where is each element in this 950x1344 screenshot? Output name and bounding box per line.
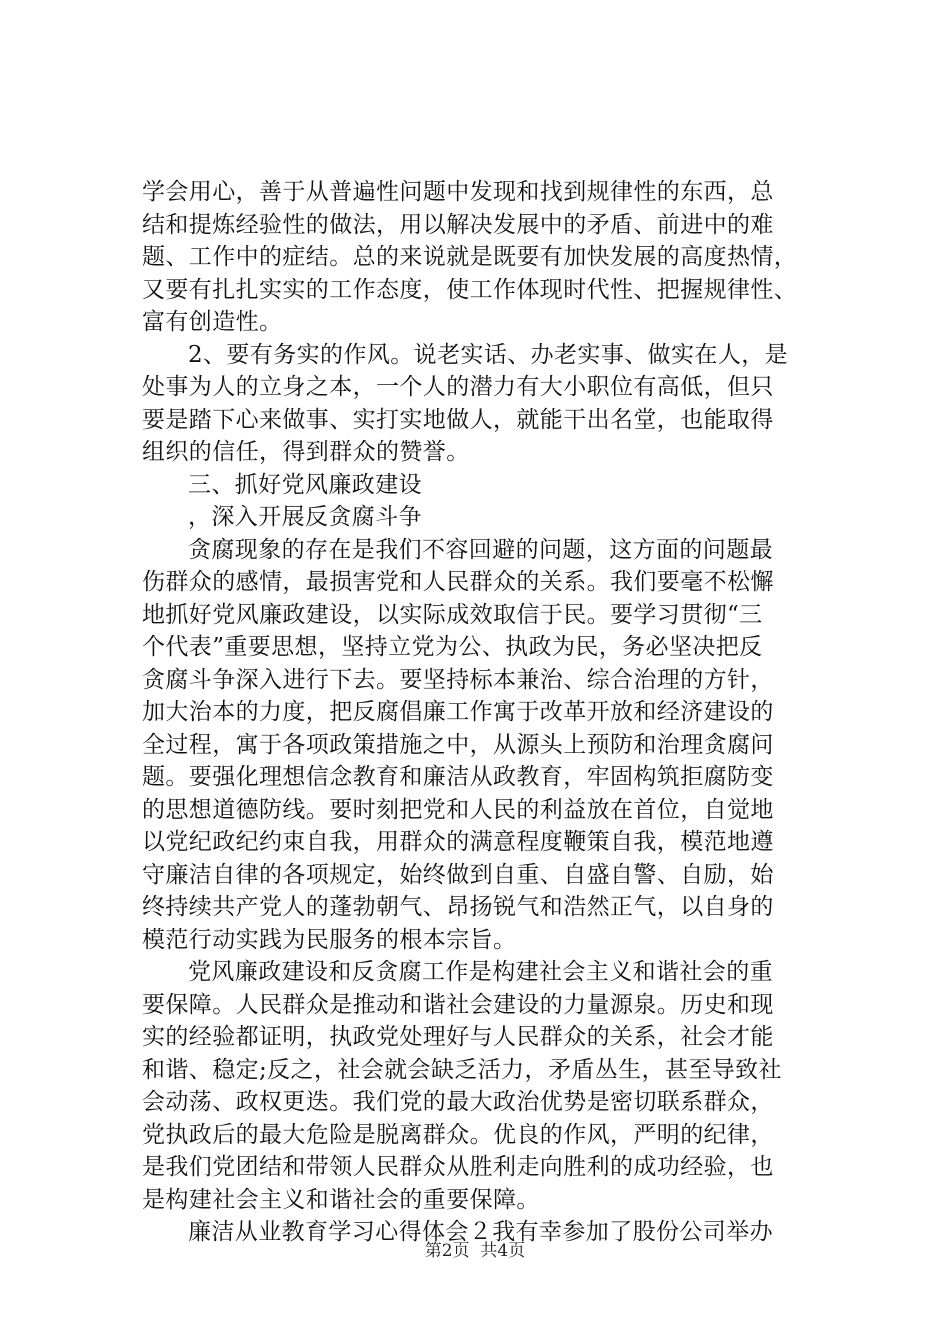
text-line: 是我们党团结和带领人民群众从胜利走向胜利的成功经验，也	[142, 1154, 774, 1180]
text-line: 题。要强化理想信念教育和廉洁从政教育，牢固构筑拒腐防变	[142, 764, 774, 790]
text-line: 贪腐斗争深入进行下去。要坚持标本兼治、综合治理的方针，	[142, 666, 774, 693]
page-footer: 第2页 共4页	[424, 1241, 526, 1261]
text-line: 党执政后的最大危险是脱离群众。优良的作风，严明的纪律，	[142, 1121, 774, 1148]
text-line: 个代表”重要思想，坚持立党为公、执政为民，务必坚决把反	[142, 634, 763, 660]
text-line: 2、要有务实的作风。说老实话、办老实事、做实在人，是	[188, 341, 789, 368]
text-line: 富有创造性。	[142, 309, 283, 335]
text-line: 守廉洁自律的各项规定，始终做到自重、自盛自警、自励，始	[142, 861, 774, 888]
text-line: 又要有扎扎实实的工作态度，使工作体现时代性、把握规律性、	[142, 276, 798, 303]
text-line: 处事为人的立身之本，一个人的潜力有大小职位有高低，但只	[142, 374, 774, 400]
text-line: 要保障。人民群众是推动和谐社会建设的力量源泉。历史和现	[142, 991, 774, 1018]
text-line: 题、工作中的症结。总的来说就是既要有加快发展的高度热情，	[142, 244, 798, 270]
document-body	[142, 176, 842, 1249]
text-line: 终持续共产党人的蓬勃朝气、昂扬锐气和浩然正气，以自身的	[142, 894, 774, 920]
text-line: 三、抓好党风廉政建设	[188, 471, 422, 498]
text-line: 地抓好党风廉政建设，以实际成效取信于民。要学习贯彻“三	[142, 601, 763, 628]
text-line: 廉洁从业教育学习心得体会２我有幸参加了股份公司举办	[188, 1219, 773, 1245]
text-line: 要是踏下心来做事、实打实地做人，就能干出名堂，也能取得	[142, 406, 774, 433]
text-line: 实的经验都证明，执政党处理好与人民群众的关系，社会才能	[142, 1024, 774, 1050]
text-line: 结和提炼经验性的做法，用以解决发展中的矛盾、前进中的难	[142, 211, 774, 238]
text-line: 贪腐现象的存在是我们不容回避的问题，这方面的问题最	[188, 536, 773, 563]
text-line: 党风廉政建设和反贪腐工作是构建社会主义和谐社会的重	[188, 959, 773, 985]
text-line: 学会用心，善于从普遍性问题中发现和找到规律性的东西，总	[142, 179, 774, 205]
text-line: 组织的信任，得到群众的赞誉。	[142, 439, 470, 465]
text-line: 会动荡、政权更迭。我们党的最大政治优势是密切联系群众，	[142, 1089, 774, 1115]
text-line: ，深入开展反贪腐斗争	[188, 504, 422, 530]
text-line: 伤群众的感情，最损害党和人民群众的关系。我们要毫不松懈	[142, 569, 774, 595]
text-line: 和谐、稳定;反之，社会就会缺乏活力，矛盾丛生，甚至导致社	[142, 1056, 782, 1083]
text-line: 的思想道德防线。要时刻把党和人民的利益放在首位，自觉地	[142, 796, 774, 823]
text-line: 以党纪政纪约束自我，用群众的满意程度鞭策自我，模范地遵	[142, 829, 774, 855]
text-line: 加大治本的力度，把反腐倡廉工作寓于改革开放和经济建设的	[142, 699, 774, 725]
text-line: 是构建社会主义和谐社会的重要保障。	[142, 1186, 540, 1213]
text-line: 模范行动实践为民服务的根本宗旨。	[142, 926, 517, 953]
text-line: 全过程，寓于各项政策措施之中，从源头上预防和治理贪腐问	[142, 731, 774, 758]
